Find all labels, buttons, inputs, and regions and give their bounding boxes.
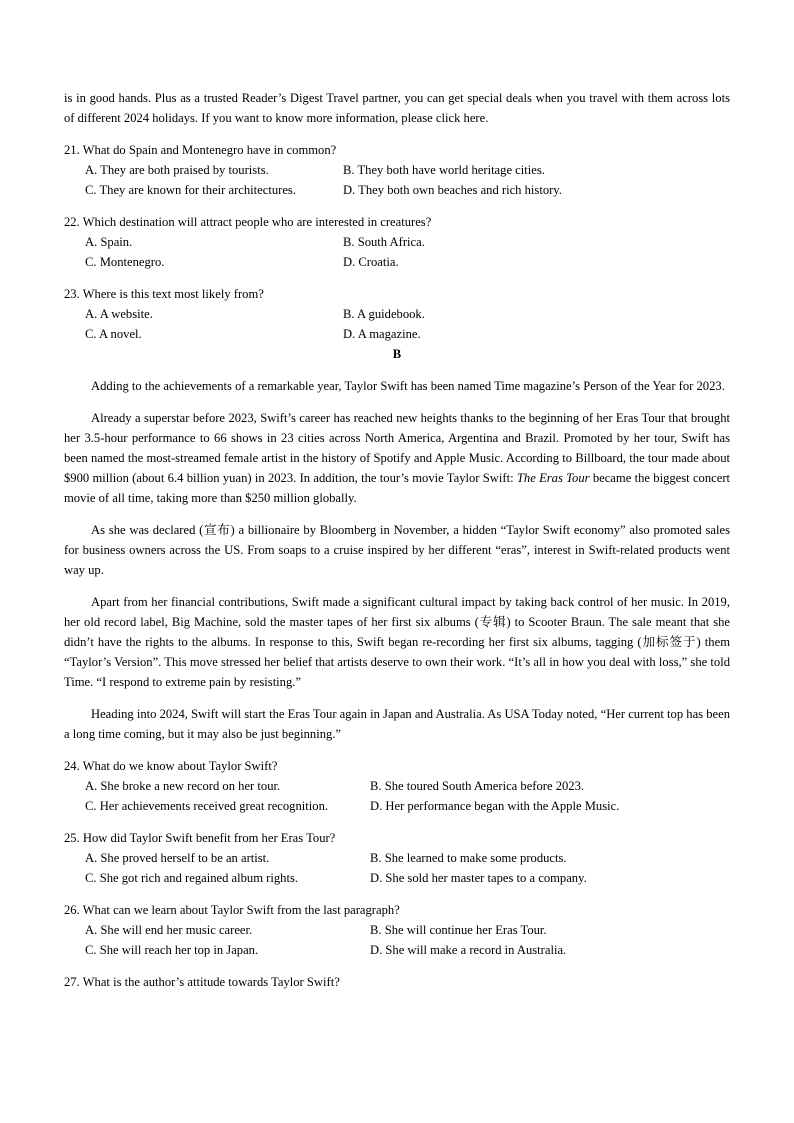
passage-paragraph-4: Apart from her financial contributions, Swift made a significant cultural impact by taking back control of her music. In 2019, her old record label, Big Machine, sold the master tapes of her first six albums (专辑) to Scooter Braun. The sale meant that she didn’t have the rights to the albums. In response to this, Swift began re-recording her first six albums, tagging (加标签于) them “Taylor’s Version”. This move stressed her belief that artists deserve to own their work. “It’s all in how you deal with loss,” she told Time. “I respond to extreme pain by resisting.” (64, 595, 730, 689)
option-d: D. Her performance began with the Apple Music. (370, 799, 620, 813)
option-b: B. A guidebook. (343, 307, 425, 321)
passage-paragraph-1: Adding to the achievements of a remarkable year, Taylor Swift has been named Time magazine’s Person of the Year for 2023. (91, 379, 725, 393)
question-23 (64, 284, 730, 344)
options (64, 160, 730, 200)
option-a: A. Spain. (85, 235, 133, 249)
option-b: B. She will continue her Eras Tour. (370, 923, 547, 937)
option-b: B. They both have world heritage cities. (343, 163, 545, 177)
paragraph-2-text: Already a superstar before 2023, Swift’s career has reached new heights thanks to the beginning of her Eras Tour that brought her 3.5-hour performance to 66 shows in 23 cities across North America, Argentina and Brazil. Promoted by her tour, Swift has been named the most-streamed female artist in the history of Spotify and Apple Music. According to Billboard, the tour made about $900 million (about 6.4 billion yuan) in 2023. In addition, the tour’s movie Taylor Swift: (64, 411, 730, 485)
section-heading-b: B (392, 347, 402, 361)
question-22 (64, 212, 730, 272)
question-27 (64, 972, 730, 992)
question-25 (64, 828, 730, 888)
option-c: C. Montenegro. (85, 255, 165, 269)
question-text: 22. Which destination will attract people who are interested in creatures? (64, 215, 432, 229)
option-a: A. They are both praised by tourists. (85, 163, 269, 177)
options (64, 776, 730, 816)
option-a: A. A website. (85, 307, 153, 321)
option-c: C. A novel. (85, 327, 142, 341)
exam-page (64, 88, 730, 1004)
option-d: D. She will make a record in Australia. (370, 943, 567, 957)
options (64, 232, 730, 272)
option-c: C. They are known for their architectures. (85, 183, 296, 197)
options (64, 304, 730, 344)
passage-paragraph-3: As she was declared (宣布) a billionaire by Bloomberg in November, a hidden “Taylor Swift economy” also promoted sales for business owners across the US. From soaps to a cruise inspired by her different “eras”, interest in Swift-related products went way up. (64, 523, 730, 577)
option-c: C. Her achievements received great recognition. (85, 799, 329, 813)
options (64, 920, 730, 960)
question-text: 25. How did Taylor Swift benefit from her Eras Tour? (64, 831, 336, 845)
option-d: D. They both own beaches and rich history. (343, 183, 562, 197)
option-c: C. She got rich and regained album rights. (85, 871, 298, 885)
option-a: A. She proved herself to be an artist. (85, 851, 270, 865)
movie-title: The Eras Tour (516, 471, 590, 485)
option-a: A. She broke a new record on her tour. (85, 779, 281, 793)
question-21 (64, 140, 730, 200)
passage-paragraph-2 (64, 408, 730, 508)
option-b: B. She learned to make some products. (370, 851, 567, 865)
options (64, 848, 730, 888)
option-b: B. South Africa. (343, 235, 425, 249)
option-c: C. She will reach her top in Japan. (85, 943, 259, 957)
question-26 (64, 900, 730, 960)
question-24 (64, 756, 730, 816)
question-text: 27. What is the author’s attitude towards Taylor Swift? (64, 975, 340, 989)
intro-paragraph-tail: is in good hands. Plus as a trusted Reader’s Digest Travel partner, you can get special deals when you travel with them across lots of different 2024 holidays. If you want to know more information, please click here. (64, 91, 730, 125)
question-text: 21. What do Spain and Montenegro have in common? (64, 143, 337, 157)
option-d: D. She sold her master tapes to a company. (370, 871, 587, 885)
option-d: D. A magazine. (343, 327, 421, 341)
paragraph-2-text-end: became the biggest concert movie of all time, taking more than $250 million globally. (64, 471, 731, 505)
option-d: D. Croatia. (343, 255, 399, 269)
question-text: 24. What do we know about Taylor Swift? (64, 759, 278, 773)
passage-paragraph-5: Heading into 2024, Swift will start the Eras Tour again in Japan and Australia. As USA Today noted, “Her current top has been a long time coming, but it may also be just beginning.” (64, 707, 730, 741)
option-a: A. She will end her music career. (85, 923, 253, 937)
question-text: 23. Where is this text most likely from? (64, 287, 264, 301)
question-text: 26. What can we learn about Taylor Swift from the last paragraph? (64, 903, 400, 917)
option-b: B. She toured South America before 2023. (370, 779, 585, 793)
